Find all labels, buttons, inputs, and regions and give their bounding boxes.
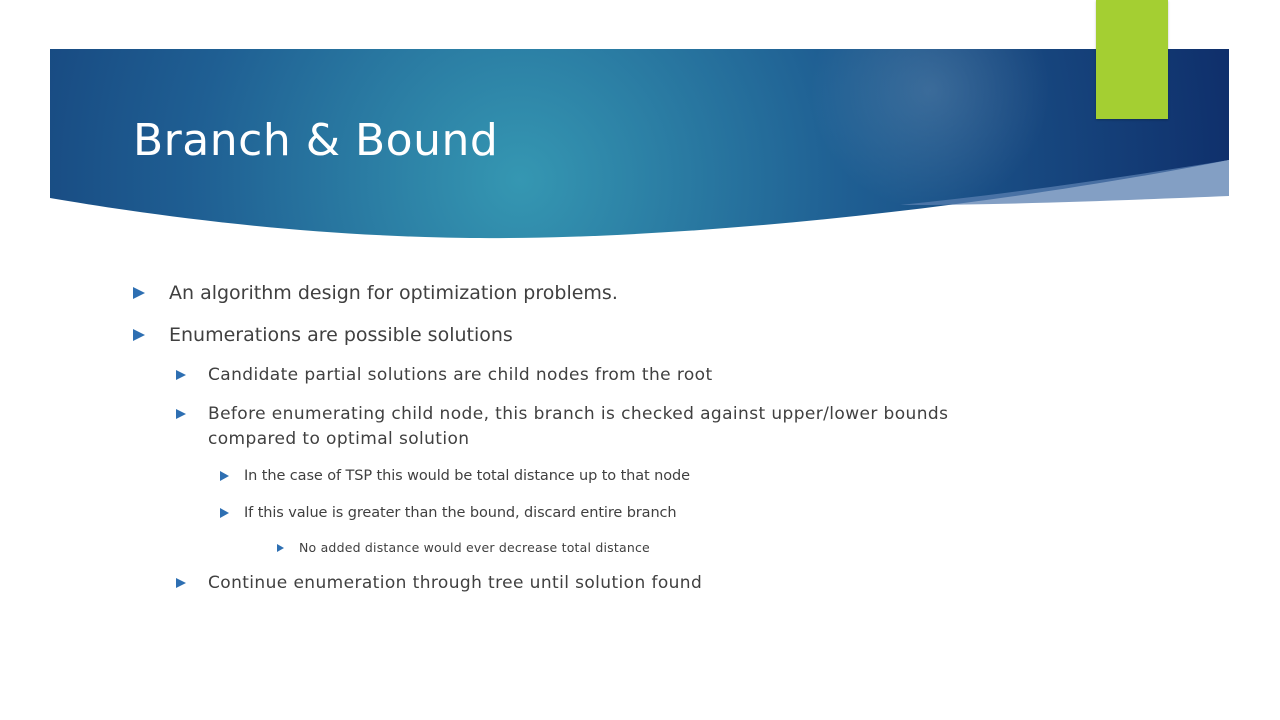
bullet-text: No added distance would ever decrease total distance [299, 540, 650, 555]
bullet-text: Enumerations are possible solutions [169, 324, 513, 346]
bullet-item [133, 322, 833, 348]
sub-bullet-item [176, 571, 876, 596]
sub-sub-bullet-item [220, 502, 920, 524]
bullet-arrow-icon [176, 370, 186, 380]
bullet-arrow-icon [176, 578, 186, 588]
bullet-arrow-icon [133, 287, 145, 299]
bullet-arrow-icon [220, 471, 229, 481]
bullet-arrow-icon [176, 409, 186, 419]
bullet-text: An algorithm design for optimization problems. [169, 282, 618, 304]
slide-title: Branch & Bound [133, 115, 499, 166]
bullet-text: If this value is greater than the bound, discard entire branch [244, 505, 677, 521]
bullet-arrow-icon [133, 329, 145, 341]
sub-sub-bullet-item [220, 465, 920, 487]
bullet-text: Continue enumeration through tree until solution found [208, 573, 703, 593]
sub-bullet-item [176, 363, 876, 388]
bullet-item [133, 280, 833, 306]
sub-bullet-item [176, 402, 1006, 452]
bullet-text: Before enumerating child node, this branch is checked against upper/lower bounds compared to optimal solution [208, 404, 949, 449]
fourth-level-bullet-item [277, 538, 877, 558]
bullet-text: In the case of TSP this would be total distance up to that node [244, 468, 690, 484]
bullet-arrow-icon [220, 508, 229, 518]
bullet-text: Candidate partial solutions are child nodes from the root [208, 365, 713, 385]
bullet-arrow-icon [277, 544, 284, 552]
